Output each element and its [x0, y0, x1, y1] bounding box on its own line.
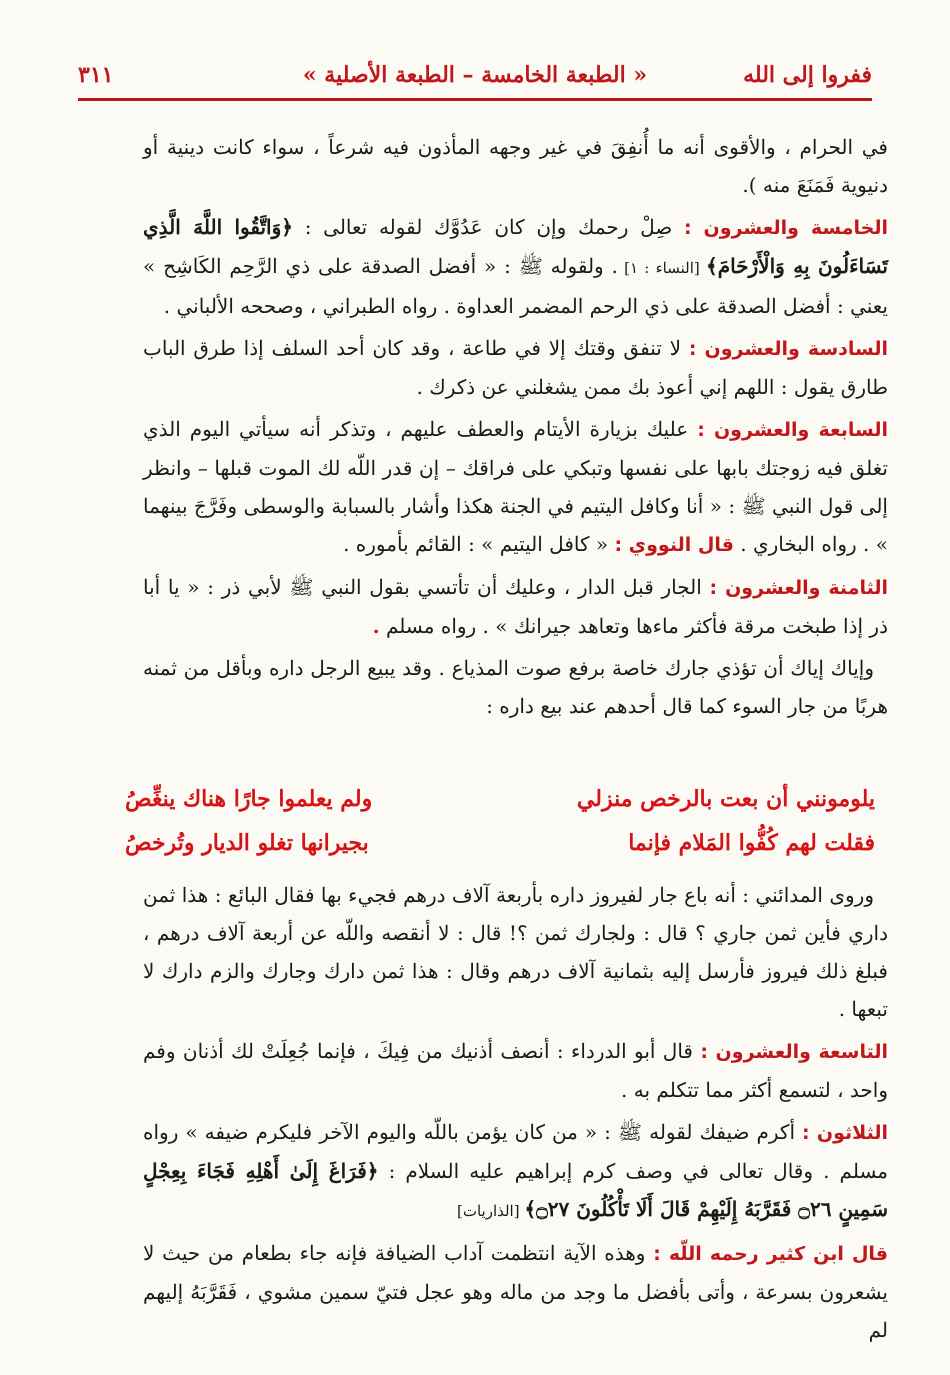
page-header — [78, 62, 872, 98]
page-number: ٣١١ — [78, 62, 114, 88]
section-label: الخامسة والعشرون : — [683, 217, 888, 239]
text-segment: قال أبو الدرداء : أنصف أذنيك من فِيكَ ، فإنما جُعِلَتْ لك أذنان وفم واحد ، لتسمع أكثر مما تتكلم به . — [143, 1039, 888, 1102]
red-mark: . — [372, 614, 380, 638]
quran-verse: ﴿وَاتَّقُوا اللَّهَ الَّذِي تَسَاءَلُونَ بِهِ وَالْأَرْحَامَ﴾ — [143, 215, 888, 278]
text-segment: لا تنفق وقتك إلا في طاعة ، وقد كان أحد السلف إذا طرق الباب طارق يقول : اللهم إني أعوذ بك ممن يشغلني عن ذكرك . — [143, 336, 888, 399]
verse-reference: [الذاريات] — [456, 1202, 525, 1220]
paragraph — [143, 649, 888, 725]
section-label: الثلاثون : — [802, 1122, 889, 1144]
text-segment: « كافل اليتيم » : القائم بأموره . — [343, 532, 615, 556]
section-label: التاسعة والعشرون : — [700, 1041, 888, 1063]
text-segment: عليك بزيارة الأيتام والعطف عليهم ، وتذكر أنه سيأتي اليوم الذي تغلق فيه زوجتك بابها على نفسها وتبكي على فراقك – إن قدر اللّه لك الموت قبلها – وانظر إلى قول النبي ﷺ : « أنا وكافل اليتيم في الجنة هكذا وأشار بالسبابة والوسطى وفَرَّجَ بينهما » . رواه البخاري . — [143, 417, 888, 556]
poem-second-hemistich: ولم يعلموا جارًا هناك ينغِّصُ — [125, 786, 373, 812]
poem-second-hemistich: بجيرانها تغلو الديار وتُرخصُ — [125, 830, 369, 856]
text-segment: وإياك إياك أن تؤذي جارك خاصة برفع صوت المذياع . وقد يبيع الرجل داره وبأقل من ثمنه هربًا من جار السوء كما قال أحدهم عند بيع داره : — [143, 656, 888, 718]
edition-label: « الطبعة الخامسة – الطبعة الأصلية » — [302, 62, 648, 88]
paragraph — [143, 568, 888, 645]
quran-verse: ﴿فَرَاغَ إِلَىٰ أَهْلِهِ فَجَاءَ بِعِجْلٍ سَمِينٍ ۝٢٦ فَقَرَّبَهُ إِلَيْهِمْ قَالَ أَلَا تَأْكُلُونَ ۝٢٧﴾ — [143, 1159, 888, 1221]
text-block-lower — [143, 876, 888, 1353]
section-label: السابعة والعشرون : — [697, 419, 889, 441]
paragraph — [143, 410, 888, 564]
book-title: ففروا إلى الله — [743, 62, 872, 88]
poem-line — [125, 830, 875, 874]
poem — [125, 786, 875, 876]
paragraph — [143, 1113, 888, 1230]
text-segment: وهذه الآية انتظمت آداب الضيافة فإنه جاء بطعام من حيث لا يشعرون بسرعة ، وأتى بأفضل ما وجد من ماله وهو عجل فتيّ سمين مشوي ، فَقَرَّبَهُ إليهم لم — [143, 1241, 888, 1342]
paragraph — [143, 1234, 888, 1349]
text-segment: صِلْ رحمك وإن كان عَدُوَّك لقوله تعالى : — [292, 215, 673, 239]
section-label: الثامنة والعشرون : — [709, 577, 888, 599]
inline-label: قال النووي : — [614, 534, 734, 556]
section-label: قال ابن كثير رحمه اللّه : — [653, 1243, 889, 1265]
verse-reference: [النساء : ١] — [617, 259, 706, 277]
paragraph — [143, 128, 888, 204]
text-block-upper — [143, 128, 888, 729]
paragraph — [143, 1032, 888, 1109]
text-segment: الجار قبل الدار ، وعليك أن تأتسي بقول النبي ﷺ لأبي ذر : « يا أبا ذر إذا طبخت مرقة فأكثر ماءها وتعاهد جيرانك » . رواه مسلم — [143, 575, 888, 638]
text-segment: أكرم ضيفك لقوله ﷺ : « من كان يؤمن باللّه واليوم الآخر فليكرم ضيفه » رواه مسلم . وقال تعالى في وصف كرم إبراهيم عليه السلام : — [143, 1120, 889, 1183]
paragraph — [143, 329, 888, 406]
text-segment: . ولقوله ﷺ : « أفضل الصدقة على ذي الرَّحِم الكَاشِح » يعني : أفضل الصدقة على ذي الرحم المضمر العداوة . رواه الطبراني ، وصححه الألباني . — [143, 254, 888, 318]
section-label: السادسة والعشرون : — [688, 338, 888, 360]
paragraph — [143, 208, 888, 325]
text-segment: وروى المدائني : أنه باع جار لفيروز داره بأربعة آلاف درهم فجيء بها فقال البائع : هذا ثمن داري فأين ثمن جاري ؟ قال : ولجارك ثمن ؟! قال : لا أنقصه واللّه عن أربعة آلاف درهم ، فبلغ ذلك فيروز فأرسل إليه بثمانية آلاف درهم وقال : هذا ثمن دارك وجارك والزم دارك لا تبعها . — [143, 883, 888, 1021]
paragraph — [143, 876, 888, 1028]
text-segment: في الحرام ، والأقوى أنه ما أُنفِقَ في غير وجهه المأذون فيه شرعاً ، سواء كانت دينية أو دنيوية فَمَنَعَ منه ). — [143, 135, 888, 197]
poem-first-hemistich: يلومونني أن بعت بالرخص منزلي — [576, 786, 875, 812]
poem-first-hemistich: فقلت لهم كُفُّوا المَلام فإنما — [628, 830, 875, 856]
header-rule — [78, 98, 872, 101]
poem-line — [125, 786, 875, 830]
